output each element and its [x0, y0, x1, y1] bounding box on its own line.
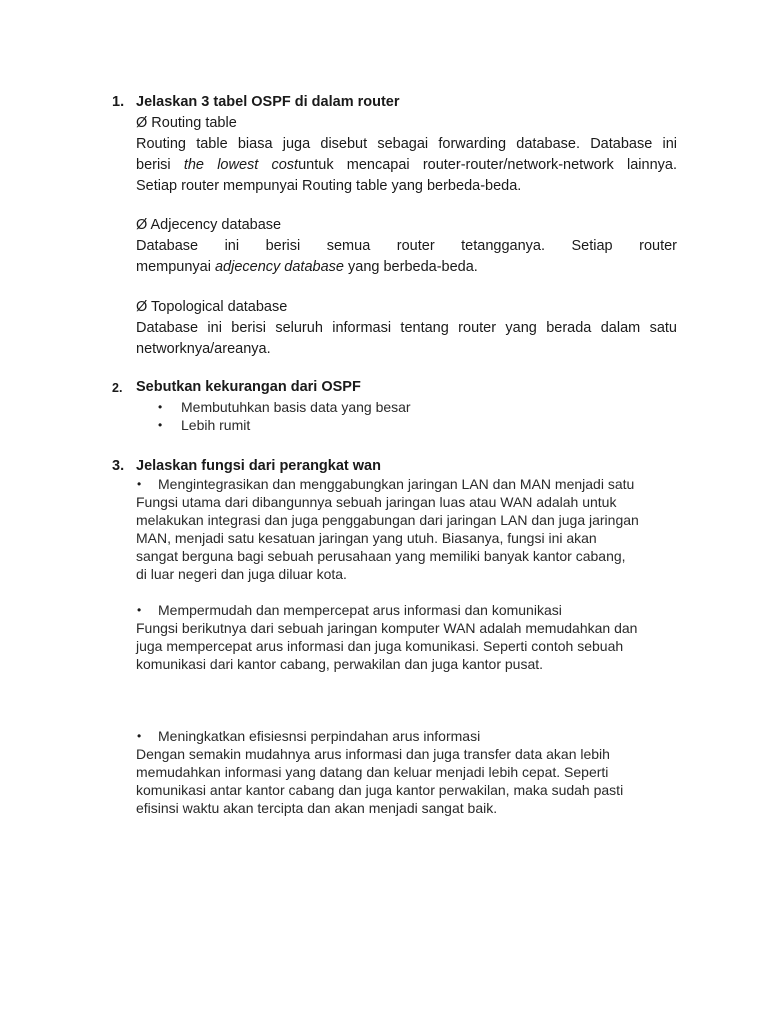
question-title: Jelaskan 3 tabel OSPF di dalam router — [136, 94, 400, 110]
list-item: Lebih rumit — [181, 417, 251, 433]
bullet-icon: • — [137, 477, 142, 491]
bullet-icon: • — [137, 729, 142, 743]
paragraph-line: komunikasi dari kantor cabang, perwakilan dan juga kantor pusat. — [136, 656, 544, 672]
item-heading-routing-table: Ø Routing table — [136, 115, 237, 131]
paragraph-line: juga mempercepat arus informasi dan juga komunikasi. Seperti contoh sebuah — [136, 638, 624, 654]
paragraph-line: memudahkan informasi yang datang dan keluar menjadi lebih cepat. Seperti — [136, 764, 609, 780]
paragraph-line: sangat berguna bagi sebuah perusahaan yang memiliki banyak kantor cabang, — [136, 548, 626, 564]
item-heading-topological-database: Ø Topological database — [136, 299, 288, 315]
paragraph-line: Database ini berisi seluruh informasi tentang router yang berada dalam satu — [136, 320, 677, 336]
paragraph-line: MAN, menjadi satu kesatuan jaringan yang utuh. Biasanya, fungsi ini akan — [136, 530, 597, 546]
paragraph-line: Fungsi utama dari dibangunnya sebuah jaringan luas atau WAN adalah untuk — [136, 494, 617, 510]
bullet-icon: • — [158, 400, 163, 414]
item-heading-adjecency-database: Ø Adjecency database — [136, 217, 282, 233]
paragraph-line: melakukan integrasi dan juga penggabungan dari jaringan LAN dan juga jaringan — [136, 512, 639, 528]
paragraph-line: efisinsi waktu akan tercipta dan akan menjadi sangat baik. — [136, 800, 498, 816]
bullet-icon: • — [158, 418, 163, 432]
paragraph-line: Setiap router mempunyai Routing table yang berbeda-beda. — [136, 178, 522, 194]
question-number: 3. — [112, 458, 125, 474]
paragraph-line: di luar negeri dan juga diluar kota. — [136, 566, 347, 582]
emphasis-text: the lowest cost — [183, 157, 299, 173]
paragraph-line: Database ini berisi semua router tetangganya. Setiap router — [136, 238, 677, 254]
paragraph-line: Dengan semakin mudahnya arus informasi dan juga transfer data akan lebih — [136, 746, 610, 762]
question-number: 1. — [112, 94, 125, 110]
question-title: Jelaskan fungsi dari perangkat wan — [136, 458, 381, 474]
question-title: Sebutkan kekurangan dari OSPF — [136, 379, 361, 395]
paragraph-line: networknya/areanya. — [136, 341, 271, 357]
list-item: Mempermudah dan mempercepat arus informasi dan komunikasi — [158, 602, 562, 618]
list-item: Mengintegrasikan dan menggabungkan jaringan LAN dan MAN menjadi satu — [158, 476, 635, 492]
paragraph-line: mempunyai adjecency database yang berbeda-beda. — [136, 259, 478, 275]
paragraph-line: Fungsi berikutnya dari sebuah jaringan komputer WAN adalah memudahkan dan — [136, 620, 638, 636]
paragraph-line: komunikasi antar kantor cabang dan juga kantor perwakilan, maka sudah pasti — [136, 782, 624, 798]
bullet-icon: • — [137, 603, 142, 617]
question-number: 2. — [112, 381, 123, 395]
paragraph-line: Routing table biasa juga disebut sebagai forwarding database. Database ini — [136, 136, 677, 152]
list-item: Meningkatkan efisiesnsi perpindahan arus informasi — [158, 728, 481, 744]
emphasis-text: adjecency database — [214, 259, 344, 275]
paragraph-line: berisi the lowest costuntuk mencapai router-router/network-network lainnya. — [136, 157, 677, 173]
list-item: Membutuhkan basis data yang besar — [181, 399, 411, 415]
